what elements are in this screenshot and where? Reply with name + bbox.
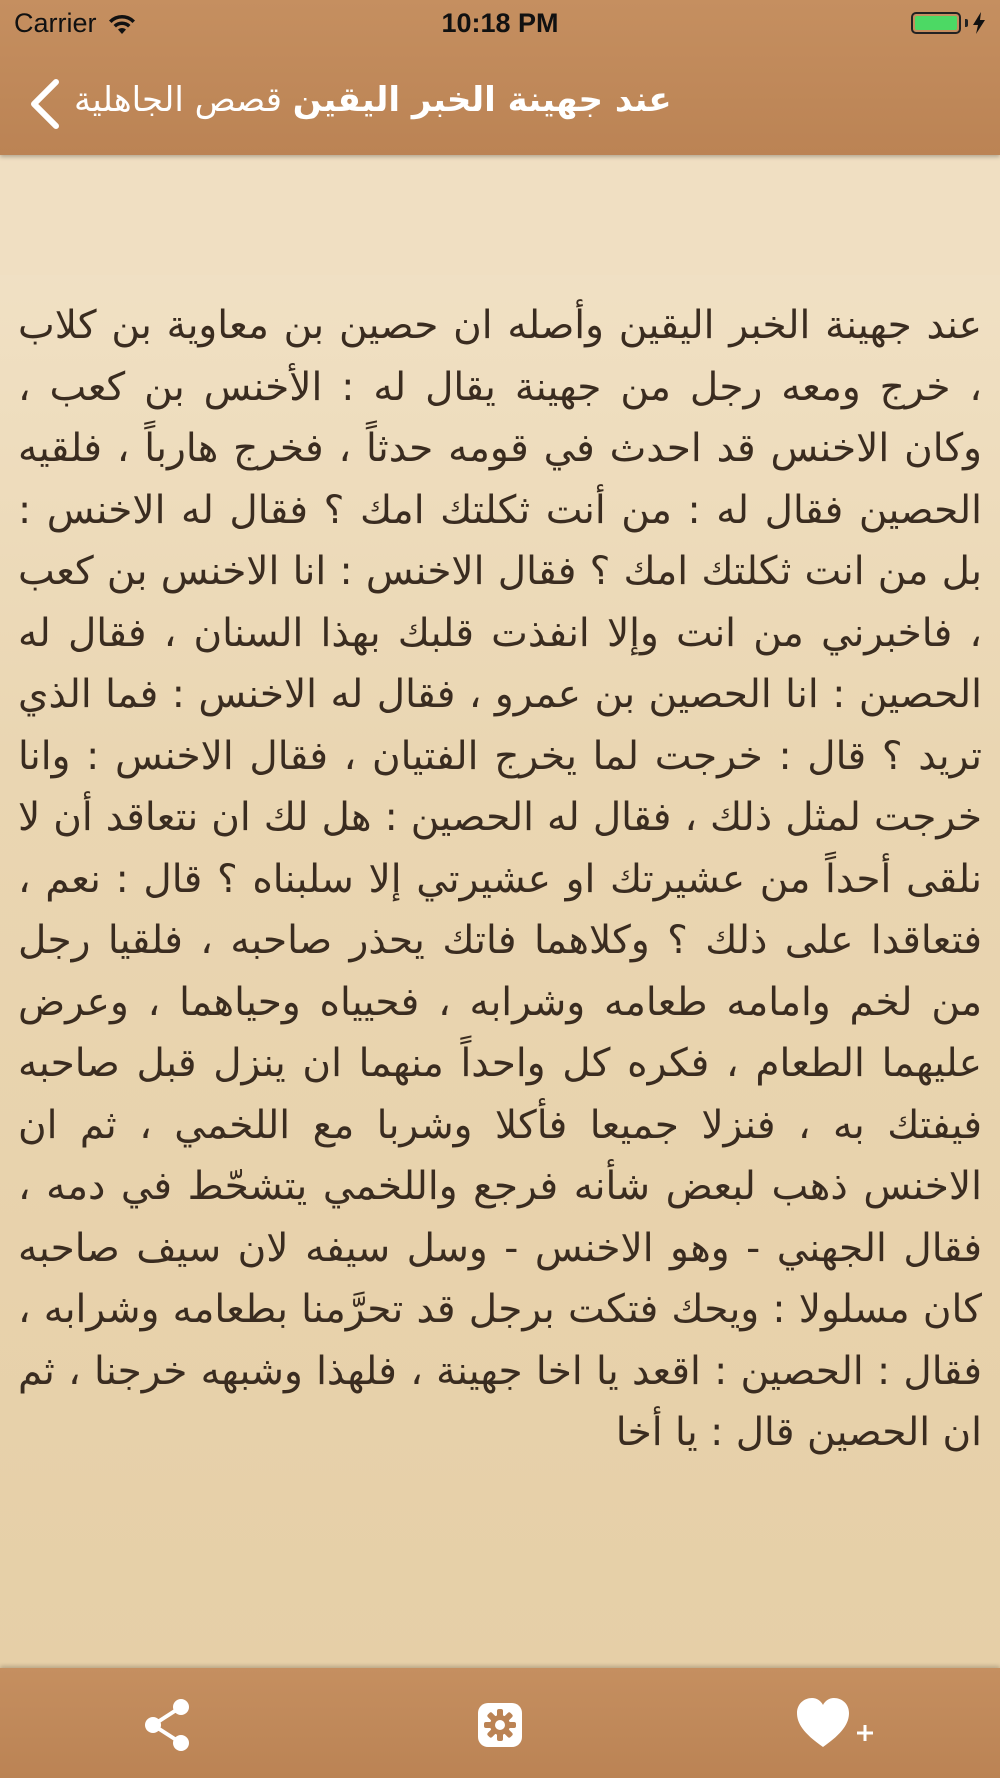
add-favorite-button[interactable] — [790, 1690, 880, 1760]
clock: 10:18 PM — [441, 8, 559, 38]
chevron-left-icon[interactable] — [26, 76, 66, 132]
page-title-main: عند جهينة الخبر اليقين — [292, 80, 672, 120]
article-text: عند جهينة الخبر اليقين وأصله ان حصين بن معاوية بن كلاب ، خرج ومعه رجل من جهينة يقال له : الأخنس بن كعب ، وكان الاخنس قد احدث في قومه حدثاً ، فخرج هارباً ، فلقيه الحصين فقال له : من أنت ثكلتك امك ؟ فقال له الاخنس : بل من انت ثكلتك امك ؟ فقال الاخنس : انا الاخنس بن كعب ، فاخبرني من انت وإلا انفذت قلبك بهذا السنان ، فقال له الحصين : انا الحصين بن عمرو ، فقال له الاخنس : فما الذي تريد ؟ قال : خرجت لما يخرج الفتيان ، فقال الاخنس : وانا خرجت لمثل ذلك ، فقال له الحصين : هل لك ان نتعاقد أن لا نلقى أحداً من عشيرتك او عشيرتي إلا سلبناه ؟ قال : نعم ، فتعاقدا على ذلك ؟ وكلاهما فاتك يحذر صاحبه ، فلقيا رجل من لخم وامامه طعامه وشرابه ، فحيياه وحياهما ، وعرض عليهما الطعام ، فكره كل واحداً منهما ان ينزل قبل صاحبه فيفتك به ، فنزلا جميعا فأكلا وشربا مع اللخمي ، ثم ان الاخنس ذهب لبعض شأنه فرجع واللخمي يتشحّط في دمه ، فقال الجهني - وهو الاخنس - وسل سيفه لان سيف صاحبه كان مسلولا : ويحك فتكت برجل قد تحرَّمنا بطعامه وشرابه ، فقال : الحصين : اقعد يا اخا جهينة ، فلهذا وشبهه خرجنا ، ثم ان الحصين قال : يا أخا — [18, 303, 982, 1455]
top-bar — [0, 0, 1000, 155]
heart-plus-icon — [795, 1695, 875, 1755]
status-bar — [0, 0, 1000, 48]
battery-indicator — [911, 12, 986, 34]
article-view[interactable] — [0, 155, 1000, 1668]
settings-button[interactable] — [465, 1690, 535, 1760]
charging-icon — [972, 12, 986, 34]
share-button[interactable] — [132, 1690, 202, 1760]
settings-icon — [475, 1700, 525, 1750]
battery-icon — [911, 12, 961, 34]
page-title — [74, 80, 672, 120]
share-icon — [141, 1697, 193, 1753]
bottom-toolbar — [0, 1668, 1000, 1778]
carrier-label: Carrier — [14, 8, 97, 38]
navigation-bar — [0, 60, 1000, 150]
page-header-strip — [0, 155, 1000, 275]
page-title-category: قصص الجاهلية — [74, 80, 282, 120]
